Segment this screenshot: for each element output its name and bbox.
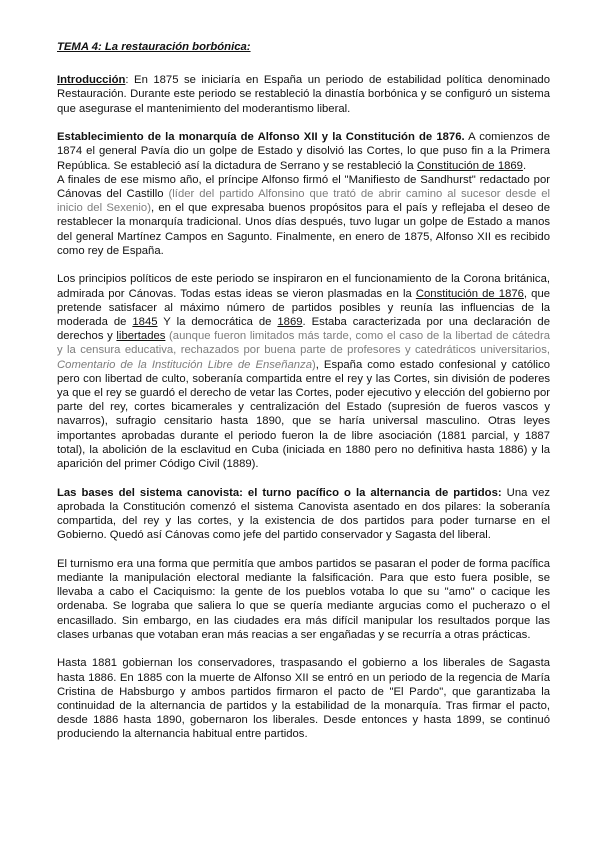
- bases-text: Una vez aprobada la Constitución comenzó el sistema Canovista asentado en dos pilares: la soberanía compartida, del rey y las cortes, y la existencia de dos partidos para poder turnarse en el Gobierno. Quedó así Cánovas como jefe del partido conservador y Sagasta del liberal.: [57, 486, 550, 542]
- page-title: TEMA 4: La restauración borbónica:: [57, 41, 251, 53]
- manifiesto-text-2: , en el que expresaba buenos propósitos para el país y reflejaba el deseo de restablecer la monarquía tradicional. Unos días después, tuvo lugar un golpe de Estado a manos del general Martínez Campos en Sagunto. Finalmente, en enero de 1875, Alfonso XII es recibido como rey de España.: [57, 202, 550, 257]
- establecimiento-heading: Establecimiento de la monarquía de Alfonso XII y la Constitución de 1876.: [57, 131, 465, 144]
- manifiesto-paragraph: [57, 173, 550, 258]
- establecimiento-text-1: A comienzos de 1874 el general Pavía dio un golpe de Estado y disolvió las Cortes, lo que puso fin a la Primera República. Se estableció así la dictadura de Serrano y se restableció la: [57, 131, 550, 172]
- intro-paragraph: [57, 73, 550, 116]
- gobierno-paragraph: Hasta 1881 gobiernan los conservadores, traspasando el gobierno a los liberales de Sagasta hasta 1886. En 1885 con la muerte de Alfonso XII se entró en un periodo de la regencia de María Cristina de Habsburgo y ambos partidos firmaron el pacto de "El Pardo", que garantizaba la continuidad de la alternancia de partidos y la estabilidad de la monarquía. Tras firmar el pacto, desde 1886 hasta 1890, gobernaron los liberales. Desde entonces y hasta 1899, se continuó produciendo la alternancia habitual entre partidos.: [57, 657, 550, 741]
- intro-label: Introducción: [57, 74, 126, 87]
- comentario-ile-note: Comentario de la Institución Libre de Enseñanza: [57, 358, 312, 371]
- principios-text-2: , que pretende satisfacer al máximo número de partidos posibles y reunía las influencias de la moderada de: [57, 287, 551, 329]
- establecimiento-text-2: .: [522, 159, 527, 172]
- constitucion-1876-ref: Constitución de 1876: [415, 287, 524, 300]
- principios-text-4: . Estaba caracterizada por una declaración de derechos y: [57, 316, 550, 343]
- intro-text: : En 1875 se iniciaría en España un periodo de estabilidad política denominado Restauración. Durante este periodo se restableció la dinastía borbónica y se configuró un sistema que asegurase el mantenimiento del moderantismo liberal.: [57, 74, 550, 115]
- libertades-ref: libertades: [116, 330, 166, 343]
- libertades-note-close: ): [311, 358, 316, 371]
- bases-heading: Las bases del sistema canovista: el turno pacífico o la alternancia de partidos:: [57, 486, 502, 499]
- principios-text-5: , España como estado confesional y católico pero con libertad de culto, soberanía compartida entre el rey y las Cortes, sin división de poderes ya que el rey se guardó el derecho de vetar las Cortes, poder ejecutivo y elección del gobierno por parte del rey, cortes bicamerales y centralización del Estado (supresión de fueros vascos y navarros), sufragio censitario hasta 1890, que se haría universal masculino. Otras leyes importantes aprobadas durante el periodo fueron la de libre asociación (1881 parcial, y 1887 total), la abolición de la esclavitud en Cuba (iniciada en 1880 pero no definitiva hasta 1886) y la aparición del primer Código Civil (1889).: [57, 358, 550, 471]
- year-1869-ref: 1869: [277, 316, 303, 329]
- constitucion-1869-link: Constitución de 1869: [416, 159, 523, 172]
- turnismo-paragraph: El turnismo era una forma que permitía que ambos partidos se pasaran el poder de forma pacífica mediante la manipulación electoral mediante la falsificación. Para que esto fuera posible, se llevaba a cabo el Caciquismo: la gente de los pueblos votaba lo que su "amo" o cacique les ordenaba. Se lograba que saliera lo que se quería mediante argucias como el pucherazo o el encasillado. Sin embargo, en las ciudades era más difícil manipular los resultados porque las clases urbanas que votaban eran más reacias a ser engañadas y se recurría a otras prácticas.: [57, 557, 550, 641]
- principios-paragraph: [57, 272, 550, 471]
- principios-text-3: Y la democrática de: [157, 316, 278, 329]
- principios-text-1: Los principios políticos de este periodo se inspiraron en el funcionamiento de la Corona británica, admirada por Cánovas. Todas estas ideas se vieron plasmadas en la: [57, 273, 550, 300]
- bases-paragraph: [57, 486, 550, 543]
- libertades-note: (aunque fueron limitados más tarde, como el caso de la libertad de cátedra y la censura educativa, rechazados por buena parte de profesores y catedráticos universitarios,: [57, 330, 550, 357]
- manifiesto-note: (líder del partido Alfonsino que trató de abrir camino al sucesor desde el inicio del Sexenio): [57, 188, 550, 215]
- document-body: [57, 40, 550, 756]
- establecimiento-paragraph: [57, 130, 550, 173]
- year-1845-ref: 1845: [132, 316, 158, 329]
- manifiesto-text-1: A finales de ese mismo año, el príncipe Alfonso firmó el "Manifiesto de Sandhurst" redactado por Cánovas del Castillo: [57, 173, 550, 201]
